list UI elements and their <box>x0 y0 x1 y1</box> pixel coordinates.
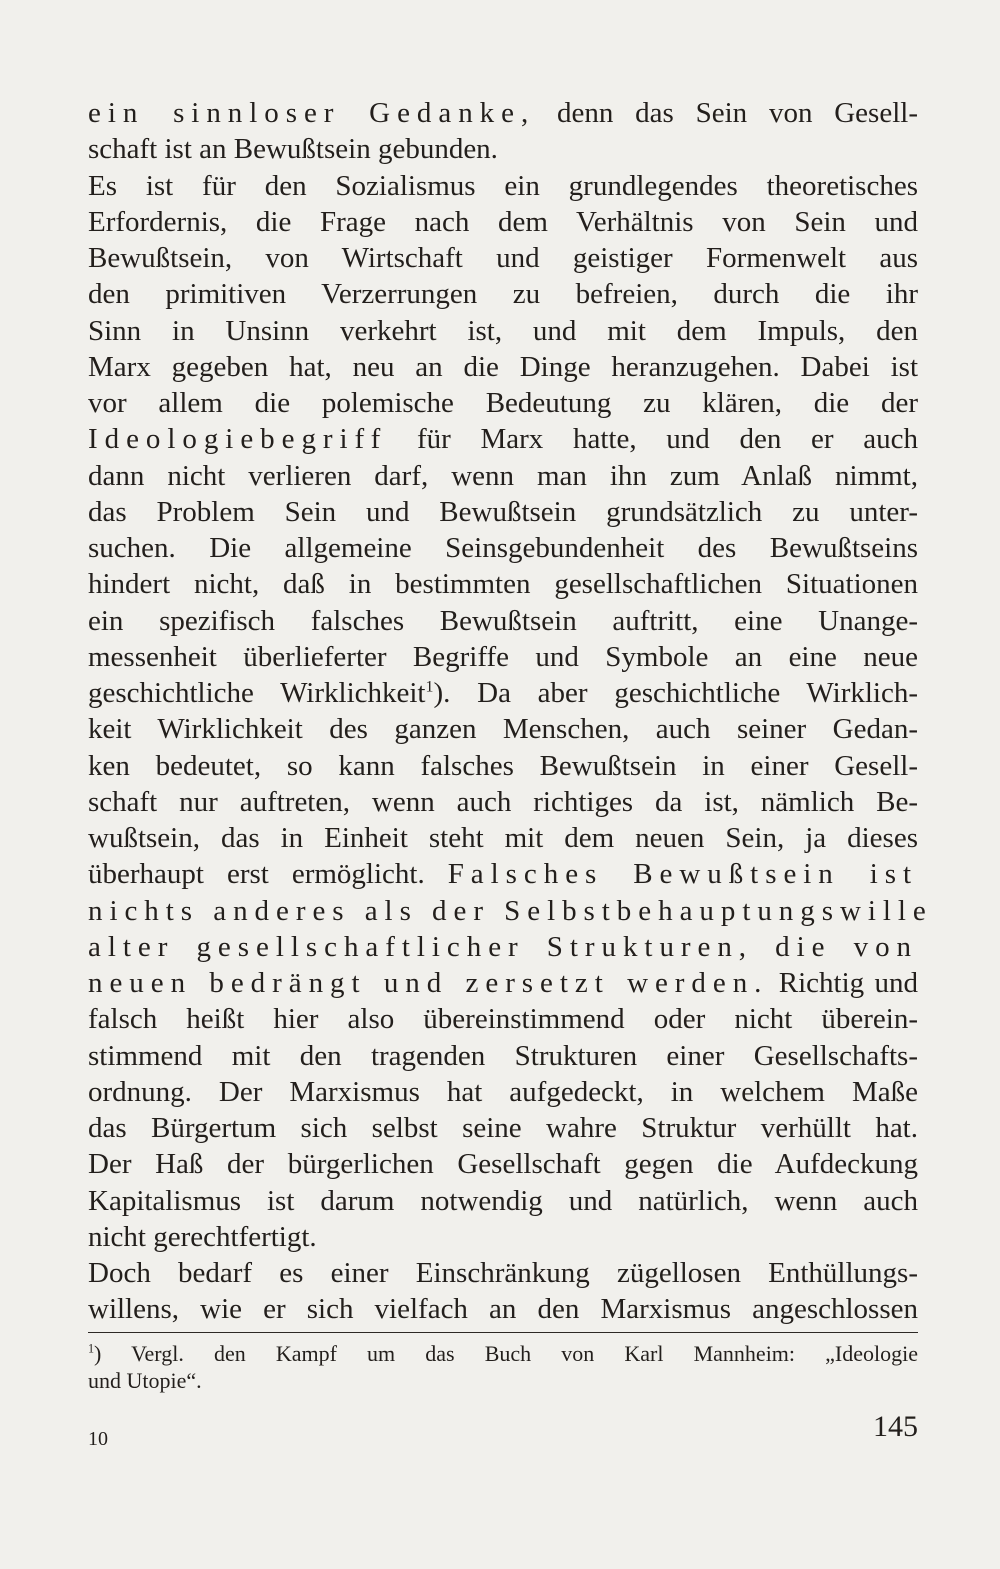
text-segment: schaft ist an Bewußtsein gebunden. <box>88 133 498 166</box>
emphasized-text: alter gesellschaftlicher Strukturen, die von <box>88 930 918 963</box>
text-segment: den primitiven Verzerrungen zu befreien, durch die ihr <box>88 278 918 311</box>
text-line <box>88 95 918 131</box>
text-line <box>88 530 918 566</box>
text-line <box>88 1183 918 1219</box>
text-line <box>88 131 918 167</box>
footnote-marker: 1 <box>425 678 434 696</box>
text-segment: messenheit überlieferter Begriffe und Symbole an eine neue <box>88 640 918 673</box>
text-line <box>88 458 918 494</box>
text-segment: Es ist für den Sozialismus ein grundlegendes theoretisches <box>88 169 918 202</box>
text-line <box>88 1146 918 1182</box>
signature-mark: 10 <box>88 1428 108 1450</box>
text-line <box>88 893 933 929</box>
text-segment: denn das Sein von Gesell- <box>535 97 918 129</box>
text-line <box>88 1074 918 1110</box>
footnote-rule <box>88 1332 918 1333</box>
text-line <box>88 240 918 276</box>
text-segment: stimmend mit den tragenden Strukturen einer Gesellschafts- <box>88 1039 918 1072</box>
text-segment: falsch heißt hier also übereinstimmend oder nicht überein- <box>88 1003 918 1036</box>
text-line <box>88 784 918 820</box>
text-line <box>88 856 918 892</box>
text-line <box>88 1001 918 1037</box>
text-segment: Erfordernis, die Frage nach dem Verhältnis von Sein und <box>88 205 918 238</box>
text-segment: suchen. Die allgemeine Seinsgebundenheit des Bewußtseins <box>88 532 918 564</box>
text-segment: das Problem Sein und Bewußtsein grundsätzlich zu unter- <box>88 495 918 528</box>
text-segment: keit Wirklichkeit des ganzen Menschen, auch seiner Gedan- <box>88 713 918 746</box>
text-line <box>88 276 918 312</box>
text-segment: ). Da aber geschichtliche Wirklich- <box>433 677 918 709</box>
text-line <box>88 675 918 711</box>
text-line <box>88 1110 918 1146</box>
text-line <box>88 1291 918 1327</box>
text-segment: nicht gerechtfertigt. <box>88 1220 317 1253</box>
text-segment: wußtsein, das in Einheit steht mit dem neuen Sein, ja dieses <box>88 822 918 854</box>
text-line <box>88 494 918 530</box>
page-number: 145 <box>873 1410 918 1443</box>
text-segment: Doch bedarf es einer Einschränkung zügellosen Enthüllungs- <box>88 1257 918 1289</box>
emphasized-text: ein sinnloser Gedanke, <box>88 97 536 129</box>
text-segment: vor allem die polemische Bedeutung zu klären, die der <box>88 387 918 419</box>
body-text <box>88 95 933 1328</box>
text-segment: willens, wie er sich vielfach an den Marxismus angeschlossen <box>88 1293 918 1326</box>
text-segment: schaft nur auftreten, wenn auch richtiges da ist, nämlich Be- <box>88 785 918 818</box>
text-segment: das Bürgertum sich selbst seine wahre Struktur verhüllt hat. <box>88 1112 918 1144</box>
text-line <box>88 1038 918 1074</box>
text-segment: Marx gegeben hat, neu an die Dinge heranzugehen. Dabei ist <box>88 350 918 383</box>
text-segment: ordnung. Der Marxismus hat aufgedeckt, in welchem Maße <box>88 1075 918 1108</box>
text-segment: Kapitalismus ist darum notwendig und natürlich, wenn auch <box>88 1184 918 1217</box>
text-segment: Bewußtsein, von Wirtschaft und geistiger Formenwelt aus <box>88 242 918 274</box>
text-line <box>88 748 918 784</box>
text-line <box>88 1367 918 1394</box>
text-segment: ) Vergl. den Kampf um das Buch von Karl Mannheim: „Ideologie <box>94 1341 918 1366</box>
text-segment: für Marx hatte, und den er auch <box>387 423 918 456</box>
text-line <box>88 421 918 457</box>
text-segment: und Utopie“. <box>88 1368 202 1393</box>
text-line <box>88 1340 918 1367</box>
text-line <box>88 639 918 675</box>
text-line <box>88 566 918 602</box>
text-line <box>88 965 918 1001</box>
text-segment: Richtig und <box>768 967 919 999</box>
text-segment: Der Haß der bürgerlichen Gesellschaft gegen die Aufdeckung <box>88 1148 918 1181</box>
text-line <box>88 1219 918 1255</box>
text-line <box>88 929 918 965</box>
text-segment: hindert nicht, daß in bestimmten gesellschaftlichen Situationen <box>88 568 918 601</box>
text-line <box>88 711 918 747</box>
text-line <box>88 385 918 421</box>
footnote <box>88 1340 918 1394</box>
text-segment: geschichtliche Wirklichkeit <box>88 677 426 709</box>
text-line <box>88 204 918 240</box>
text-line <box>88 820 918 856</box>
text-line <box>88 349 918 385</box>
text-line <box>88 603 918 639</box>
text-segment: Sinn in Unsinn verkehrt ist, und mit dem Impuls, den <box>88 314 918 347</box>
footnote-marker: 1 <box>88 1341 95 1356</box>
text-line <box>88 1255 918 1291</box>
emphasized-text: neuen bedrängt und zersetzt werden. <box>88 967 769 999</box>
emphasized-text: Ideologiebegriff <box>88 423 388 456</box>
text-line <box>88 168 918 204</box>
text-segment: ken bedeutet, so kann falsches Bewußtsein in einer Gesell- <box>88 749 918 782</box>
emphasized-text: nichts anderes als der Selbstbehauptungswille <box>88 894 933 927</box>
emphasized-text: Falsches Bewußtsein ist <box>447 858 918 891</box>
text-segment: dann nicht verlieren darf, wenn man ihn zum Anlaß nimmt, <box>88 459 918 492</box>
text-segment: überhaupt erst ermöglicht. <box>88 858 448 891</box>
text-segment: ein spezifisch falsches Bewußtsein auftritt, eine Unange- <box>88 604 918 637</box>
text-line <box>88 313 918 349</box>
